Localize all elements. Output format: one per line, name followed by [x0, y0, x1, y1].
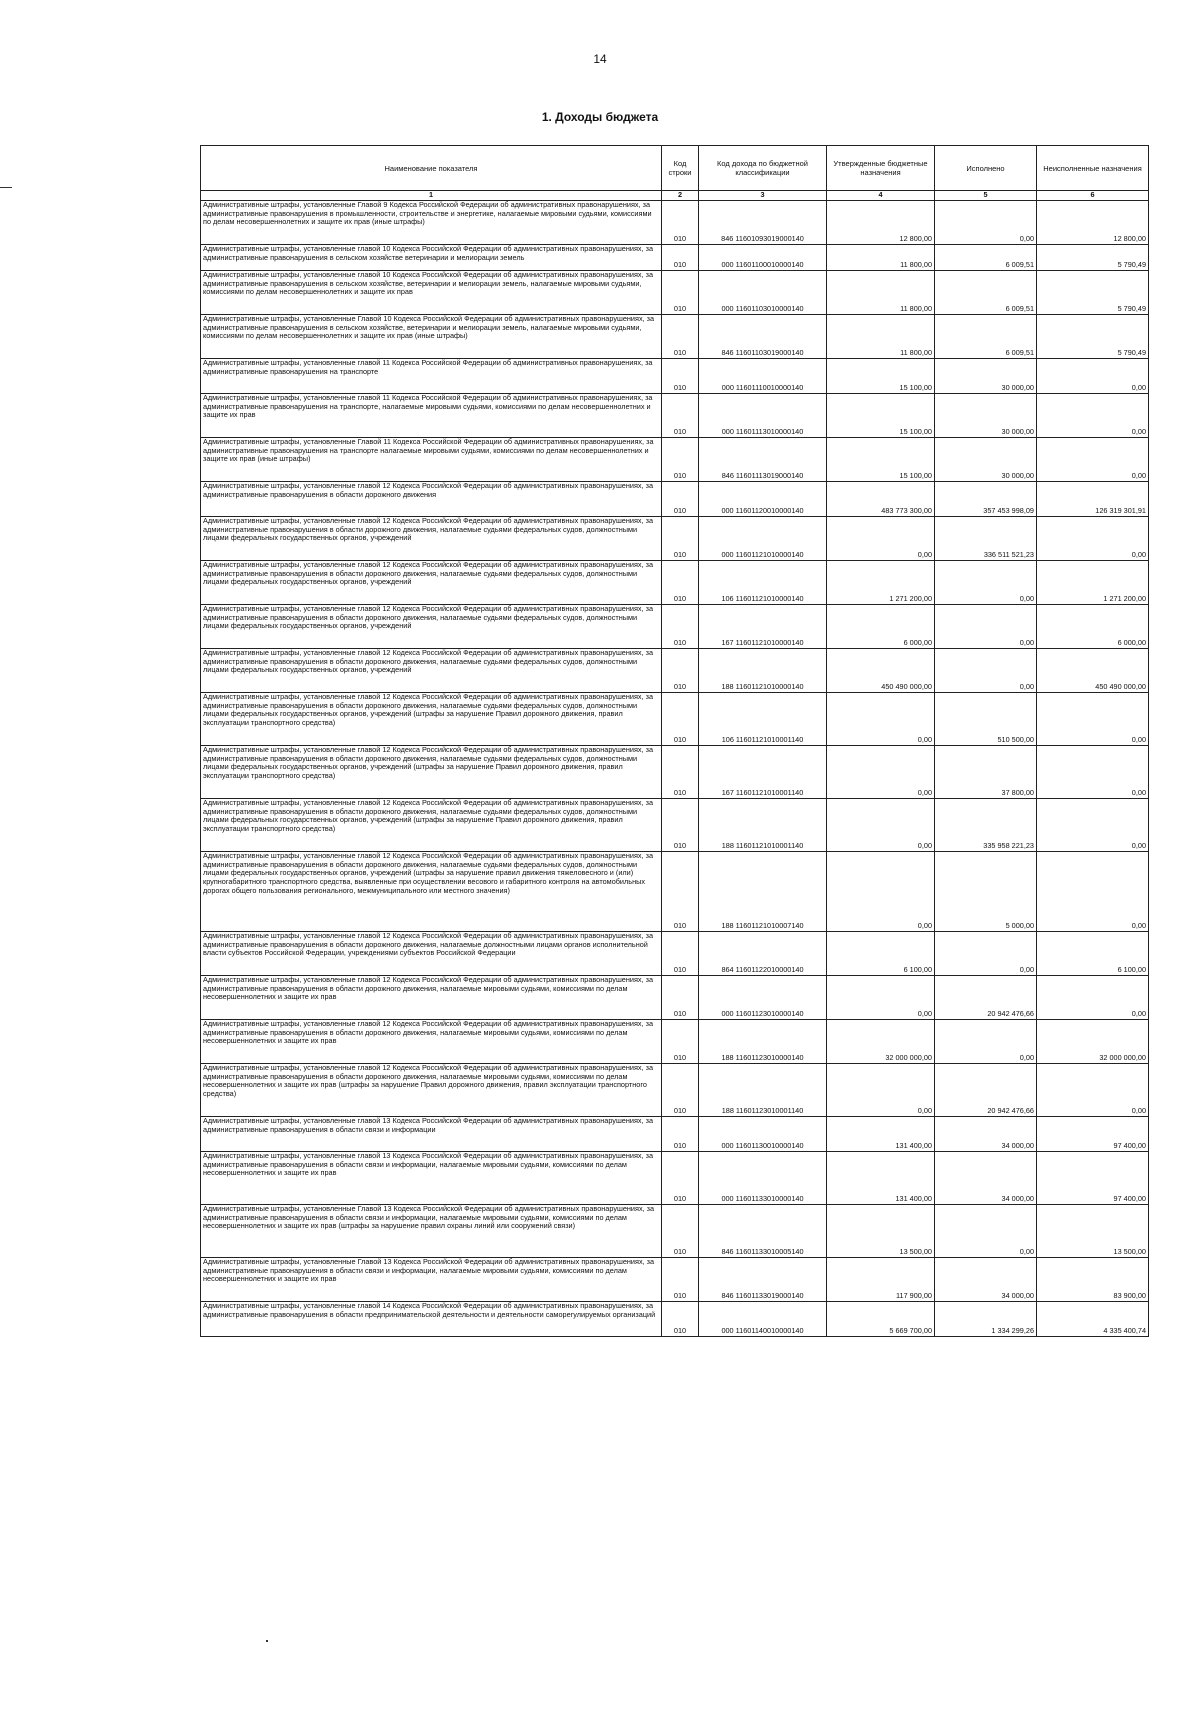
- unexecuted-amount: 97 400,00: [1037, 1117, 1149, 1152]
- line-code: 010: [662, 1020, 699, 1064]
- line-code: 010: [662, 746, 699, 799]
- executed-amount: 0,00: [935, 649, 1037, 693]
- header-line-code: Код строки: [662, 146, 699, 191]
- line-code: 010: [662, 438, 699, 482]
- table-row: [201, 1302, 1149, 1337]
- indicator-name: Административные штрафы, установленные главой 12 Кодекса Российской Федерации об административных правонарушениях, за административные правонарушения в области дорожного движения, налагаемые мировыми судьями, комиссиями по делам несовершеннолетних и защите их прав: [201, 976, 662, 1020]
- unexecuted-amount: 5 790,49: [1037, 271, 1149, 315]
- scan-mark-dash: [0, 187, 12, 188]
- scan-mark-dot: [266, 1640, 268, 1642]
- line-code: 010: [662, 605, 699, 649]
- index-cell: 4: [827, 191, 935, 201]
- approved-amount: 0,00: [827, 746, 935, 799]
- index-cell: 2: [662, 191, 699, 201]
- income-code: 864 11601122010000140: [699, 932, 827, 976]
- executed-amount: 37 800,00: [935, 746, 1037, 799]
- unexecuted-amount: 450 490 000,00: [1037, 649, 1149, 693]
- table-row: [201, 359, 1149, 394]
- approved-amount: 117 900,00: [827, 1258, 935, 1302]
- executed-amount: 0,00: [935, 605, 1037, 649]
- table-row: [201, 932, 1149, 976]
- executed-amount: 1 334 299,26: [935, 1302, 1037, 1337]
- unexecuted-amount: 12 800,00: [1037, 201, 1149, 245]
- line-code: 010: [662, 561, 699, 605]
- approved-amount: 1 271 200,00: [827, 561, 935, 605]
- table-row: [201, 693, 1149, 746]
- indicator-name: Административные штрафы, установленные главой 13 Кодекса Российской Федерации об административных правонарушениях, за административные правонарушения в области связи и информации, налагаемые мировыми судьями, комиссиями по делам несовершеннолетних и защите их прав: [201, 1152, 662, 1205]
- line-code: 010: [662, 649, 699, 693]
- unexecuted-amount: 0,00: [1037, 517, 1149, 561]
- column-index-row: [201, 191, 1149, 201]
- line-code: 010: [662, 1152, 699, 1205]
- income-code: 106 11601121010000140: [699, 561, 827, 605]
- income-code: 000 11601120010000140: [699, 482, 827, 517]
- table-row: [201, 438, 1149, 482]
- unexecuted-amount: 0,00: [1037, 359, 1149, 394]
- table-row: [201, 746, 1149, 799]
- table-title: 1. Доходы бюджета: [541, 110, 659, 124]
- approved-amount: 483 773 300,00: [827, 482, 935, 517]
- indicator-name: Административные штрафы, установленные главой 12 Кодекса Российской Федерации об административных правонарушениях, за административные правонарушения в области дорожного движения, налагаемые судьями федеральных судов, должностными лицами федеральных государственных органов, учреждений (штрафы за нарушение Правил дорожного движения, правил эксплуатации транспортного средства): [201, 799, 662, 852]
- table-row: [201, 561, 1149, 605]
- line-code: 010: [662, 482, 699, 517]
- table-row: [201, 1117, 1149, 1152]
- income-code: 846 11601103019000140: [699, 315, 827, 359]
- approved-amount: 0,00: [827, 799, 935, 852]
- approved-amount: 12 800,00: [827, 201, 935, 245]
- income-code: 000 11601140010000140: [699, 1302, 827, 1337]
- income-code: 188 11601123010000140: [699, 1020, 827, 1064]
- indicator-name: Административные штрафы, установленные главой 10 Кодекса Российской Федерации об административных правонарушениях, за административные правонарушения в сельском хозяйстве, ветеринарии и мелиорации земель, налагаемые мировыми судьями, комиссиями по делам несовершеннолетних и защите их прав: [201, 271, 662, 315]
- income-code: 000 11601103010000140: [699, 271, 827, 315]
- executed-amount: 6 009,51: [935, 315, 1037, 359]
- unexecuted-amount: 0,00: [1037, 1064, 1149, 1117]
- indicator-name: Административные штрафы, установленные главой 12 Кодекса Российской Федерации об административных правонарушениях, за административные правонарушения в области дорожного движения, налагаемые судьями федеральных судов, должностными лицами федеральных государственных органов, учреждений (штрафы за нарушение Правил дорожного движения, правил эксплуатации транспортного средства): [201, 693, 662, 746]
- indicator-name: Административные штрафы, установленные главой 12 Кодекса Российской Федерации об административных правонарушениях, за административные правонарушения в области дорожного движения, налагаемые мировыми судьями, комиссиями по делам несовершеннолетних и защите их прав: [201, 1020, 662, 1064]
- indicator-name: Административные штрафы, установленные главой 12 Кодекса Российской Федерации об административных правонарушениях, за административные правонарушения в области дорожного движения, налагаемые судьями федеральных судов, должностными лицами федеральных государственных органов, учреждений: [201, 649, 662, 693]
- income-code: 167 11601121010000140: [699, 605, 827, 649]
- indicator-name: Административные штрафы, установленные Главой 11 Кодекса Российской Федерации об административных правонарушениях, за административные правонарушения на транспорте налагаемые мировыми судьями, комиссиями по делам несовершеннолетних и защите их прав (иные штрафы): [201, 438, 662, 482]
- income-code: 000 11601110010000140: [699, 359, 827, 394]
- unexecuted-amount: 0,00: [1037, 438, 1149, 482]
- unexecuted-amount: 6 100,00: [1037, 932, 1149, 976]
- index-cell: 1: [201, 191, 662, 201]
- income-code: 188 11601121010007140: [699, 852, 827, 932]
- table-row: [201, 271, 1149, 315]
- indicator-name: Административные штрафы, установленные Главой 9 Кодекса Российской Федерации об административных правонарушениях, за административные правонарушения в промышленности, строительстве и энергетике, налагаемые мировыми судьями, комиссиями по делам несовершеннолетних и защите их прав (иные штрафы): [201, 201, 662, 245]
- header-income-code: Код дохода по бюджетной классификации: [699, 146, 827, 191]
- income-code: 000 11601100010000140: [699, 245, 827, 271]
- header-row: [201, 146, 1149, 191]
- indicator-name: Административные штрафы, установленные главой 12 Кодекса Российской Федерации об административных правонарушениях, за административные правонарушения в области дорожного движения, налагаемые судьями федеральных судов, должностными лицами федеральных государственных органов, учреждений (штрафы за нарушение Правил дорожного движения, правил эксплуатации транспортного средства): [201, 746, 662, 799]
- table-row: [201, 976, 1149, 1020]
- income-code: 000 11601130010000140: [699, 1117, 827, 1152]
- income-code: 000 11601123010000140: [699, 976, 827, 1020]
- approved-amount: 0,00: [827, 693, 935, 746]
- table-row: [201, 799, 1149, 852]
- unexecuted-amount: 126 319 301,91: [1037, 482, 1149, 517]
- header-unexecuted: Неисполненные назначения: [1037, 146, 1149, 191]
- table-row: [201, 315, 1149, 359]
- line-code: 010: [662, 394, 699, 438]
- unexecuted-amount: 6 000,00: [1037, 605, 1149, 649]
- indicator-name: Административные штрафы, установленные Главой 13 Кодекса Российской Федерации об административных правонарушениях, за административные правонарушения в области связи и информации, налагаемые мировыми судьями, комиссиями по делам несовершеннолетних и защите их прав: [201, 1258, 662, 1302]
- indicator-name: Административные штрафы, установленные Главой 10 Кодекса Российской Федерации об административных правонарушениях, за административные правонарушения в сельском хозяйстве, ветеринарии и мелиорации земель, налагаемые мировыми судьями, комиссиями по делам несовершеннолетних и защите их прав (иные штрафы): [201, 315, 662, 359]
- indicator-name: Административные штрафы, установленные главой 12 Кодекса Российской Федерации об административных правонарушениях, за административные правонарушения в области дорожного движения: [201, 482, 662, 517]
- approved-amount: 0,00: [827, 517, 935, 561]
- executed-amount: 5 000,00: [935, 852, 1037, 932]
- approved-amount: 11 800,00: [827, 271, 935, 315]
- header-approved: Утвержденные бюджетные назначения: [827, 146, 935, 191]
- line-code: 010: [662, 271, 699, 315]
- table-row: [201, 482, 1149, 517]
- index-cell: 6: [1037, 191, 1149, 201]
- executed-amount: 30 000,00: [935, 394, 1037, 438]
- approved-amount: 11 800,00: [827, 315, 935, 359]
- indicator-name: Административные штрафы, установленные главой 12 Кодекса Российской Федерации об административных правонарушениях, за административные правонарушения в области дорожного движения, налагаемые судьями федеральных судов, должностными лицами федеральных государственных органов, учреждений: [201, 561, 662, 605]
- indicator-name: Административные штрафы, установленные главой 13 Кодекса Российской Федерации об административных правонарушениях, за административные правонарушения в области связи и информации: [201, 1117, 662, 1152]
- table-row: [201, 245, 1149, 271]
- unexecuted-amount: 83 900,00: [1037, 1258, 1149, 1302]
- line-code: 010: [662, 245, 699, 271]
- unexecuted-amount: 0,00: [1037, 852, 1149, 932]
- page-number: 14: [593, 52, 607, 66]
- indicator-name: Административные штрафы, установленные главой 12 Кодекса Российской Федерации об административных правонарушениях, за административные правонарушения в области дорожного движения, налагаемые должностными лицами органов исполнительной власти субъектов Российской Федерации, учреждениями субъектов Российской Федерации: [201, 932, 662, 976]
- line-code: 010: [662, 315, 699, 359]
- table-row: [201, 201, 1149, 245]
- table-body: [201, 201, 1149, 1337]
- line-code: 010: [662, 1064, 699, 1117]
- executed-amount: 34 000,00: [935, 1152, 1037, 1205]
- income-code: 167 11601121010001140: [699, 746, 827, 799]
- line-code: 010: [662, 976, 699, 1020]
- line-code: 010: [662, 359, 699, 394]
- income-code: 846 11601093019000140: [699, 201, 827, 245]
- index-cell: 5: [935, 191, 1037, 201]
- unexecuted-amount: 97 400,00: [1037, 1152, 1149, 1205]
- index-cell: 3: [699, 191, 827, 201]
- indicator-name: Административные штрафы, установленные главой 14 Кодекса Российской Федерации об административных правонарушениях, за административные правонарушения в области предпринимательской деятельности и деятельности саморегулируемых организаций: [201, 1302, 662, 1337]
- line-code: 010: [662, 517, 699, 561]
- income-code: 000 11601113010000140: [699, 394, 827, 438]
- line-code: 010: [662, 799, 699, 852]
- line-code: 010: [662, 1258, 699, 1302]
- executed-amount: 6 009,51: [935, 245, 1037, 271]
- indicator-name: Административные штрафы, установленные главой 11 Кодекса Российской Федерации об административных правонарушениях, за административные правонарушения на транспорте: [201, 359, 662, 394]
- executed-amount: 335 958 221,23: [935, 799, 1037, 852]
- unexecuted-amount: 0,00: [1037, 976, 1149, 1020]
- income-code: 846 11601133019000140: [699, 1258, 827, 1302]
- table-row: [201, 394, 1149, 438]
- income-code: 106 11601121010001140: [699, 693, 827, 746]
- income-code: 846 11601133010005140: [699, 1205, 827, 1258]
- table-row: [201, 1205, 1149, 1258]
- approved-amount: 13 500,00: [827, 1205, 935, 1258]
- line-code: 010: [662, 932, 699, 976]
- executed-amount: 34 000,00: [935, 1258, 1037, 1302]
- executed-amount: 30 000,00: [935, 438, 1037, 482]
- table-row: [201, 1152, 1149, 1205]
- table-row: [201, 1020, 1149, 1064]
- unexecuted-amount: 0,00: [1037, 693, 1149, 746]
- approved-amount: 15 100,00: [827, 394, 935, 438]
- header-name: Наименование показателя: [201, 146, 662, 191]
- line-code: 010: [662, 1302, 699, 1337]
- indicator-name: Административные штрафы, установленные Главой 13 Кодекса Российской Федерации об административных правонарушениях, за административные правонарушения в области связи и информации, налагаемые мировыми судьями, комиссиями по делам несовершеннолетних и защите их прав (штрафы за нарушение правил охраны линий или сооружений связи): [201, 1205, 662, 1258]
- executed-amount: 0,00: [935, 561, 1037, 605]
- executed-amount: 336 511 521,23: [935, 517, 1037, 561]
- table-row: [201, 1258, 1149, 1302]
- unexecuted-amount: 13 500,00: [1037, 1205, 1149, 1258]
- executed-amount: 20 942 476,66: [935, 1064, 1037, 1117]
- table-row: [201, 517, 1149, 561]
- executed-amount: 6 009,51: [935, 271, 1037, 315]
- indicator-name: Административные штрафы, установленные главой 12 Кодекса Российской Федерации об административных правонарушениях, за административные правонарушения в области дорожного движения, налагаемые судьями федеральных судов, должностными лицами федеральных государственных органов, учреждений: [201, 517, 662, 561]
- table-row: [201, 1064, 1149, 1117]
- executed-amount: 0,00: [935, 1020, 1037, 1064]
- executed-amount: 0,00: [935, 201, 1037, 245]
- indicator-name: Административные штрафы, установленные главой 10 Кодекса Российской Федерации об административных правонарушениях, за административные правонарушения в сельском хозяйстве ветеринарии и мелиорации земель: [201, 245, 662, 271]
- unexecuted-amount: 5 790,49: [1037, 315, 1149, 359]
- unexecuted-amount: 0,00: [1037, 394, 1149, 438]
- income-code: 188 11601121010001140: [699, 799, 827, 852]
- approved-amount: 15 100,00: [827, 438, 935, 482]
- line-code: 010: [662, 1205, 699, 1258]
- income-code: 188 11601121010000140: [699, 649, 827, 693]
- approved-amount: 0,00: [827, 852, 935, 932]
- approved-amount: 131 400,00: [827, 1117, 935, 1152]
- table-row: [201, 852, 1149, 932]
- approved-amount: 6 000,00: [827, 605, 935, 649]
- income-table: [200, 145, 1149, 1337]
- indicator-name: Административные штрафы, установленные главой 12 Кодекса Российской Федерации об административных правонарушениях, за административные правонарушения в области дорожного движения, налагаемые судьями федеральных судов, должностными лицами федеральных государственных органов, учреждений: [201, 605, 662, 649]
- income-code: 188 11601123010001140: [699, 1064, 827, 1117]
- executed-amount: 30 000,00: [935, 359, 1037, 394]
- line-code: 010: [662, 1117, 699, 1152]
- unexecuted-amount: 5 790,49: [1037, 245, 1149, 271]
- approved-amount: 32 000 000,00: [827, 1020, 935, 1064]
- header-executed: Исполнено: [935, 146, 1037, 191]
- income-code: 846 11601113019000140: [699, 438, 827, 482]
- income-code: 000 11601121010000140: [699, 517, 827, 561]
- executed-amount: 34 000,00: [935, 1117, 1037, 1152]
- executed-amount: 357 453 998,09: [935, 482, 1037, 517]
- executed-amount: 0,00: [935, 1205, 1037, 1258]
- approved-amount: 450 490 000,00: [827, 649, 935, 693]
- approved-amount: 6 100,00: [827, 932, 935, 976]
- unexecuted-amount: 1 271 200,00: [1037, 561, 1149, 605]
- approved-amount: 5 669 700,00: [827, 1302, 935, 1337]
- indicator-name: Административные штрафы, установленные главой 12 Кодекса Российской Федерации об административных правонарушениях, за административные правонарушения в области дорожного движения, налагаемые судьями федеральных судов, должностными лицами федеральных государственных органов, учреждений (штрафы за нарушение правил движения тяжеловесного и (или) крупногабаритного транспортного средства, выявленные при осуществлении весового и габаритного контроля на автомобильных дорогах общего пользования регионального, межмуниципального или местного значения): [201, 852, 662, 932]
- income-code: 000 11601133010000140: [699, 1152, 827, 1205]
- line-code: 010: [662, 201, 699, 245]
- executed-amount: 0,00: [935, 932, 1037, 976]
- executed-amount: 20 942 476,66: [935, 976, 1037, 1020]
- indicator-name: Административные штрафы, установленные главой 12 Кодекса Российской Федерации об административных правонарушениях, за административные правонарушения в области дорожного движения, налагаемые мировыми судьями, комиссиями по делам несовершеннолетних и защите их прав (штрафы за нарушение Правил дорожного движения, правил эксплуатации транспортного средства): [201, 1064, 662, 1117]
- line-code: 010: [662, 693, 699, 746]
- indicator-name: Административные штрафы, установленные главой 11 Кодекса Российской Федерации об административных правонарушениях, за административные правонарушения на транспорте, налагаемые мировыми судьями, комиссиями по делам несовершеннолетних и защите их прав: [201, 394, 662, 438]
- unexecuted-amount: 4 335 400,74: [1037, 1302, 1149, 1337]
- table-row: [201, 605, 1149, 649]
- approved-amount: 131 400,00: [827, 1152, 935, 1205]
- approved-amount: 11 800,00: [827, 245, 935, 271]
- unexecuted-amount: 0,00: [1037, 746, 1149, 799]
- unexecuted-amount: 32 000 000,00: [1037, 1020, 1149, 1064]
- approved-amount: 0,00: [827, 1064, 935, 1117]
- executed-amount: 510 500,00: [935, 693, 1037, 746]
- approved-amount: 15 100,00: [827, 359, 935, 394]
- table-row: [201, 649, 1149, 693]
- approved-amount: 0,00: [827, 976, 935, 1020]
- line-code: 010: [662, 852, 699, 932]
- unexecuted-amount: 0,00: [1037, 799, 1149, 852]
